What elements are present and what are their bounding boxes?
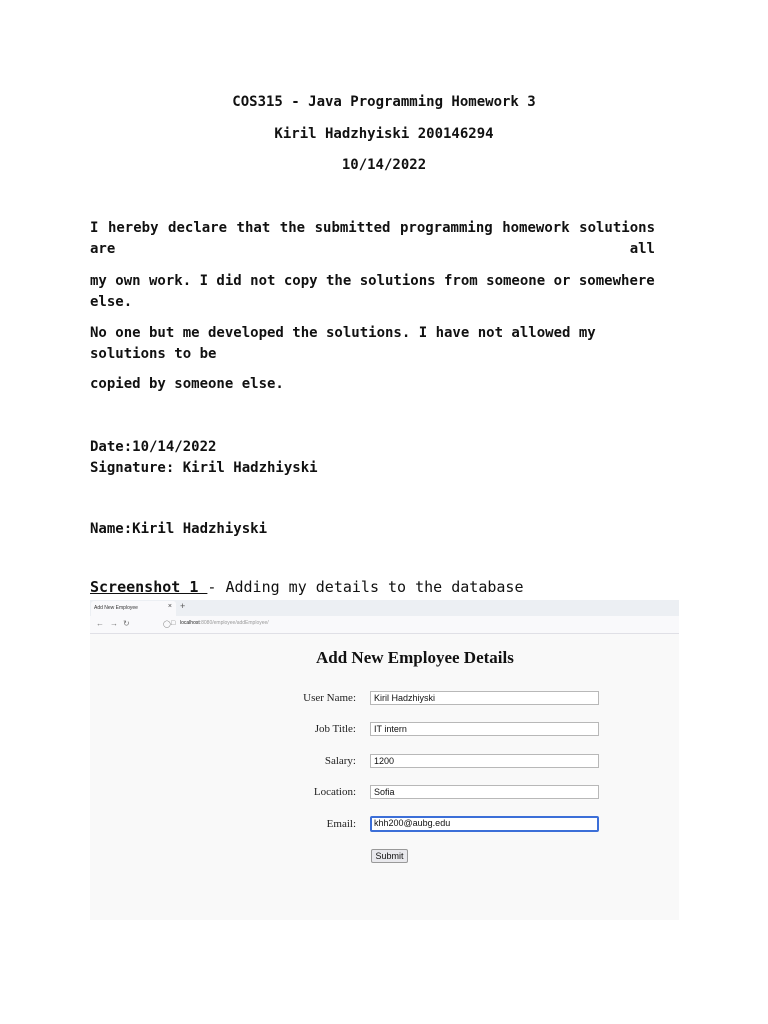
caption-label: Screenshot 1: [90, 578, 208, 596]
shield-icon: ◯: [163, 621, 171, 628]
browser-tab[interactable]: [91, 601, 176, 616]
new-tab-icon[interactable]: +: [180, 601, 186, 611]
declaration-paragraph-4: copied by someone else.: [90, 376, 284, 392]
user-name-input[interactable]: Kiril Hadzhiyski: [370, 691, 599, 705]
form-title: Add New Employee Details: [316, 648, 514, 667]
name-line: Name:Kiril Hadzhiyski: [90, 521, 268, 537]
submit-button[interactable]: Submit: [371, 849, 408, 863]
reload-icon[interactable]: ↻: [123, 619, 130, 628]
forward-icon[interactable]: →: [110, 619, 118, 628]
label-salary: Salary:: [324, 755, 356, 767]
browser-tab-bar: [90, 600, 679, 616]
label-job-title: Job Title:: [314, 723, 356, 735]
job-title-input[interactable]: IT intern: [370, 722, 599, 736]
label-location: Location:: [313, 786, 356, 798]
tab-title: Add New Employee: [94, 605, 138, 611]
location-input[interactable]: Sofia: [370, 785, 599, 799]
url-path: :8080/employee/addEmployee/: [199, 620, 269, 626]
document-date: 10/14/2022: [341, 157, 427, 173]
signature-line: Signature: Kiril Hadzhiyski: [90, 460, 318, 476]
screenshot-caption: [90, 578, 523, 596]
caption-text: - Adding my details to the database: [207, 578, 524, 596]
salary-input[interactable]: 1200: [370, 754, 599, 768]
declaration-paragraph-2: my own work. I did not copy the solutions from someone or somewhere else.: [90, 273, 655, 310]
label-user-name: User Name:: [303, 692, 356, 704]
url-host: localhost: [180, 620, 200, 626]
tab-close-icon[interactable]: ×: [167, 603, 172, 610]
author-line: Kiril Hadzhyiski 200146294: [274, 126, 494, 142]
signoff-date: Date:10/14/2022: [90, 439, 217, 455]
label-email: Email:: [326, 818, 356, 830]
embedded-screenshot: [90, 600, 679, 920]
declaration-paragraph-3: No one but me developed the solutions. I have not allowed my solutions to be: [90, 325, 596, 362]
page-icon: □: [171, 620, 176, 627]
declaration-paragraph-1: I hereby declare that the submitted programming homework solutions are all: [90, 220, 655, 257]
email-input[interactable]: khh200@aubg.edu: [370, 816, 599, 832]
course-title: COS315 - Java Programming Homework 3: [232, 94, 536, 110]
browser-url-bar: [90, 616, 679, 634]
back-icon[interactable]: ←: [96, 619, 104, 628]
address-field[interactable]: [180, 620, 269, 626]
